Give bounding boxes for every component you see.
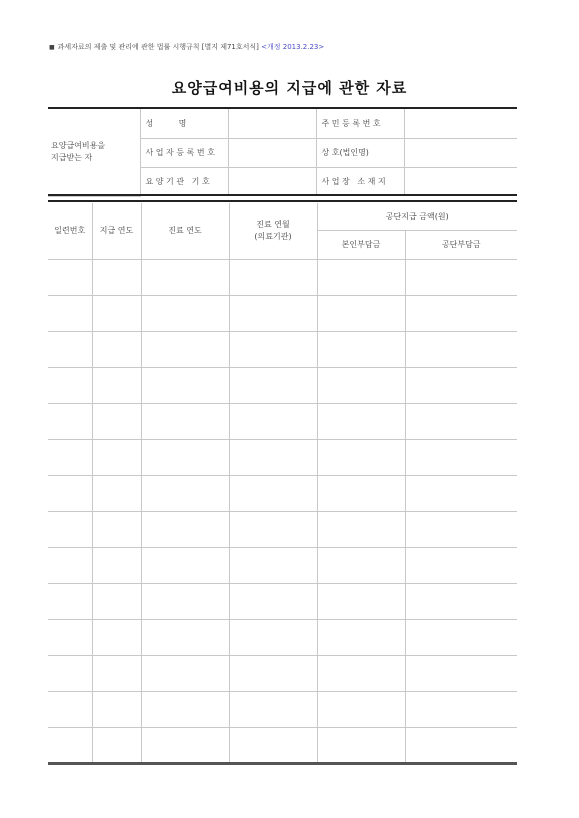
table-cell[interactable]: [141, 439, 229, 475]
table-cell[interactable]: [141, 295, 229, 331]
table-row: [48, 583, 517, 619]
table-cell[interactable]: [141, 619, 229, 655]
payment-year-header: 지급 연도: [92, 203, 141, 259]
table-row: [48, 727, 517, 763]
table-cell[interactable]: [405, 439, 517, 475]
table-cell[interactable]: [141, 475, 229, 511]
table-cell[interactable]: [317, 691, 405, 727]
table-cell[interactable]: [317, 259, 405, 295]
business-no-field[interactable]: [228, 138, 316, 167]
table-cell[interactable]: [48, 403, 92, 439]
table-cell[interactable]: [405, 619, 517, 655]
table-cell[interactable]: [141, 691, 229, 727]
table-cell[interactable]: [48, 331, 92, 367]
middle-rule-1: [48, 194, 517, 196]
table-cell[interactable]: [317, 727, 405, 763]
table-cell[interactable]: [92, 583, 141, 619]
table-cell[interactable]: [229, 259, 317, 295]
patient-share-header: 본인부담금: [317, 230, 405, 259]
table-cell[interactable]: [405, 403, 517, 439]
square-bullet-icon: ■: [49, 44, 55, 51]
table-cell[interactable]: [405, 655, 517, 691]
table-cell[interactable]: [48, 295, 92, 331]
table-cell[interactable]: [317, 403, 405, 439]
table-cell[interactable]: [141, 727, 229, 763]
business-address-field[interactable]: [404, 167, 517, 196]
table-cell[interactable]: [141, 547, 229, 583]
table-cell[interactable]: [405, 331, 517, 367]
table-cell[interactable]: [48, 259, 92, 295]
table-row: [48, 619, 517, 655]
table-cell[interactable]: [48, 367, 92, 403]
treatment-year-header: 진료 연도: [141, 203, 229, 259]
table-cell[interactable]: [48, 691, 92, 727]
table-cell[interactable]: [229, 655, 317, 691]
table-cell[interactable]: [317, 511, 405, 547]
middle-rule-2: [48, 200, 517, 202]
bottom-rule: [48, 762, 517, 765]
table-cell[interactable]: [405, 547, 517, 583]
table-cell[interactable]: [48, 511, 92, 547]
table-cell[interactable]: [92, 655, 141, 691]
table-cell[interactable]: [92, 727, 141, 763]
table-cell[interactable]: [405, 691, 517, 727]
table-cell[interactable]: [405, 259, 517, 295]
revision-date: <개정 2013.2.23>: [261, 43, 325, 51]
table-cell[interactable]: [405, 475, 517, 511]
table-cell[interactable]: [405, 511, 517, 547]
table-cell[interactable]: [141, 403, 229, 439]
table-cell[interactable]: [92, 547, 141, 583]
form-reference-line: [49, 42, 324, 52]
table-cell[interactable]: [48, 619, 92, 655]
table-cell[interactable]: [92, 691, 141, 727]
table-cell[interactable]: [317, 619, 405, 655]
nhis-amount-header: 공단지급 금액(원): [317, 203, 517, 230]
table-row: [48, 547, 517, 583]
business-no-label: 사 업 자 등 록 번 호: [140, 138, 228, 167]
resident-no-label: 주 민 등 록 번 호: [316, 109, 404, 138]
table-cell[interactable]: [92, 331, 141, 367]
form-reference: 과세자료의 제출 및 관리에 관한 법률 시행규칙 [별지 제71호서식]: [57, 43, 259, 51]
table-cell[interactable]: [317, 331, 405, 367]
company-name-label: 상 호(법인명): [316, 138, 404, 167]
table-cell[interactable]: [317, 655, 405, 691]
table-cell[interactable]: [48, 439, 92, 475]
treatment-month-header: 진료 연월 (의료기관): [229, 203, 317, 259]
table-cell[interactable]: [229, 583, 317, 619]
table-cell[interactable]: [229, 403, 317, 439]
table-cell[interactable]: [141, 511, 229, 547]
table-cell[interactable]: [317, 439, 405, 475]
table-cell[interactable]: [229, 511, 317, 547]
table-cell[interactable]: [141, 655, 229, 691]
table-cell[interactable]: [92, 439, 141, 475]
table-cell[interactable]: [405, 295, 517, 331]
table-row: [48, 367, 517, 403]
table-row: [48, 439, 517, 475]
table-cell[interactable]: [141, 331, 229, 367]
table-cell[interactable]: [229, 727, 317, 763]
table-cell[interactable]: [92, 295, 141, 331]
table-cell[interactable]: [48, 655, 92, 691]
payment-table: [48, 203, 517, 763]
institution-code-field[interactable]: [228, 167, 316, 196]
table-cell[interactable]: [229, 619, 317, 655]
table-row: [48, 655, 517, 691]
table-row: [48, 511, 517, 547]
table-cell[interactable]: [141, 259, 229, 295]
table-cell[interactable]: [317, 367, 405, 403]
table-cell[interactable]: [405, 367, 517, 403]
table-cell[interactable]: [92, 367, 141, 403]
table-cell[interactable]: [92, 619, 141, 655]
table-cell[interactable]: [317, 583, 405, 619]
table-cell[interactable]: [48, 727, 92, 763]
form-title: 요양급여비용의 지급에 관한 자료: [171, 79, 408, 97]
table-cell[interactable]: [92, 403, 141, 439]
name-label: 성 명: [140, 109, 228, 138]
recipient-section-label: 요양급여비용을 지급받는 자: [48, 109, 140, 196]
table-cell[interactable]: [141, 367, 229, 403]
serial-no-header: 일련번호: [48, 203, 92, 259]
table-cell[interactable]: [229, 691, 317, 727]
table-row: [48, 403, 517, 439]
table-cell[interactable]: [141, 583, 229, 619]
company-name-field[interactable]: [404, 138, 517, 167]
table-row: [48, 691, 517, 727]
table-cell[interactable]: [229, 439, 317, 475]
table-cell[interactable]: [92, 511, 141, 547]
table-cell[interactable]: [405, 583, 517, 619]
business-address-label: 사 업 장 소 재 지: [316, 167, 404, 196]
table-row: [48, 331, 517, 367]
nhis-share-header: 공단부담금: [405, 230, 517, 259]
table-cell[interactable]: [48, 583, 92, 619]
table-row: [48, 295, 517, 331]
table-cell[interactable]: [317, 547, 405, 583]
table-cell[interactable]: [229, 547, 317, 583]
resident-no-field[interactable]: [404, 109, 517, 138]
table-cell[interactable]: [48, 547, 92, 583]
institution-code-label: 요 양 기 관 기 호: [140, 167, 228, 196]
recipient-info-table: [48, 109, 517, 197]
table-cell[interactable]: [229, 475, 317, 511]
name-field[interactable]: [228, 109, 316, 138]
table-cell[interactable]: [229, 367, 317, 403]
table-row: [48, 475, 517, 511]
table-cell[interactable]: [92, 475, 141, 511]
table-cell[interactable]: [229, 295, 317, 331]
table-cell[interactable]: [405, 727, 517, 763]
table-cell[interactable]: [229, 331, 317, 367]
table-cell[interactable]: [317, 475, 405, 511]
table-cell[interactable]: [92, 259, 141, 295]
table-row: [48, 259, 517, 295]
table-cell[interactable]: [317, 295, 405, 331]
table-cell[interactable]: [48, 475, 92, 511]
